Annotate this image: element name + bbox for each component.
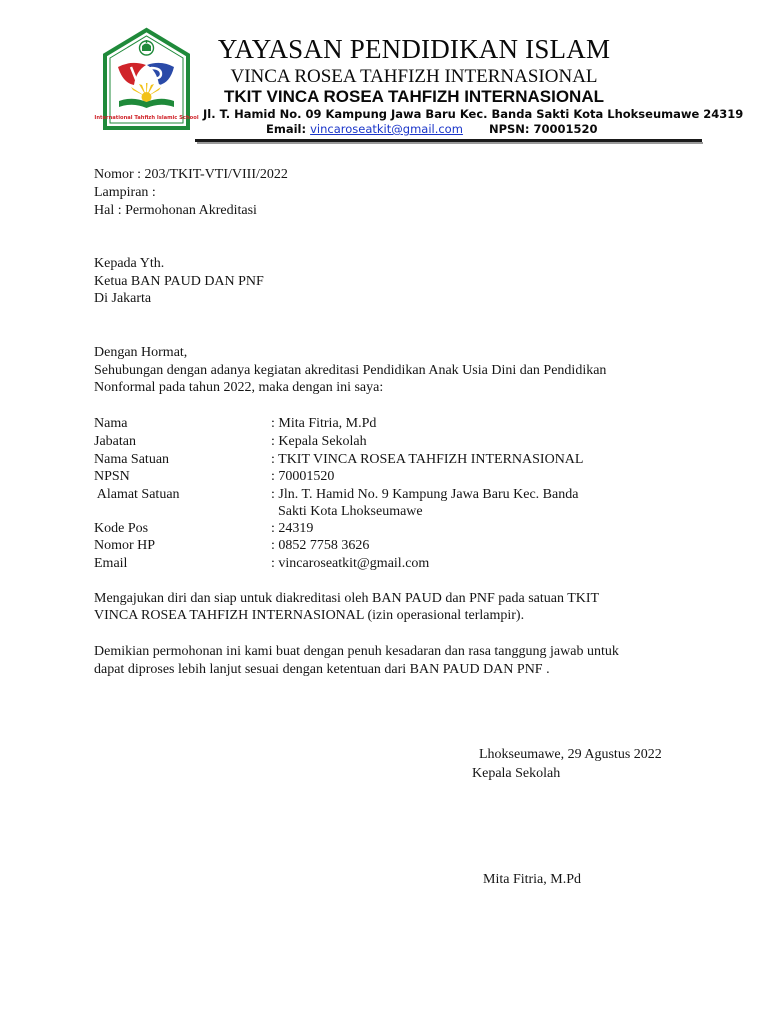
paragraph-3-line-2: dapat diproses lebih lanjut sesuai dengan ketentuan dari BAN PAUD DAN PNF . xyxy=(94,662,550,677)
letter-number: Nomor : 203/TKIT-VTI/VIII/2022 xyxy=(94,167,288,182)
field-value: : 24319 xyxy=(271,521,314,536)
paragraph-2-line-2: VINCA ROSEA TAHFIZH INTERNASIONAL (izin operasional terlampir). xyxy=(94,608,525,623)
signatory-position: Kepala Sekolah xyxy=(472,766,561,781)
letter-attachment: Lampiran : xyxy=(94,185,156,200)
field-label: NPSN xyxy=(94,469,130,484)
field-value: : Kepala Sekolah xyxy=(271,434,367,449)
intro-line-1: Sehubungan dengan adanya kegiatan akreditasi Pendidikan Anak Usia Dini dan Pendidikan xyxy=(94,363,607,378)
field-value: Sakti Kota Lhokseumawe xyxy=(271,504,423,519)
field-value: : Mita Fitria, M.Pd xyxy=(271,416,377,431)
signatory-name: Mita Fitria, M.Pd xyxy=(483,872,582,887)
intro-line-2: Nonformal pada tahun 2022, maka dengan ini saya: xyxy=(94,380,384,395)
salutation: Dengan Hormat, xyxy=(94,345,188,360)
recipient-greeting: Kepada Yth. xyxy=(94,256,165,271)
field-label: Nomor HP xyxy=(94,538,156,553)
field-value: : 70001520 xyxy=(271,469,335,484)
contact-line xyxy=(266,122,598,136)
field-value: : Jln. T. Hamid No. 9 Kampung Jawa Baru Kec. Banda xyxy=(271,487,579,502)
field-label: Alamat Satuan xyxy=(94,487,180,502)
recipient-name: Ketua BAN PAUD DAN PNF xyxy=(94,274,264,289)
field-label: Jabatan xyxy=(94,434,136,449)
foundation-name: YAYASAN PENDIDIKAN ISLAM xyxy=(217,34,611,64)
email-link[interactable]: vincaroseatkit@gmail.com xyxy=(310,122,463,136)
school-address: Jl. T. Hamid No. 09 Kampung Jawa Baru Kec. Banda Sakti Kota Lhokseumawe 24319 xyxy=(203,107,744,121)
field-value: : TKIT VINCA ROSEA TAHFIZH INTERNASIONAL xyxy=(271,452,584,467)
field-value: : 0852 7758 3626 xyxy=(271,538,370,553)
school-name: TKIT VINCA ROSEA TAHFIZH INTERNASIONAL xyxy=(224,87,604,106)
letterhead-divider-shadow xyxy=(197,142,703,144)
svg-text:International Tahfizh Islamic: International Tahfizh Islamic School xyxy=(94,115,199,121)
organization-name: VINCA ROSEA TAHFIZH INTERNASIONAL xyxy=(230,66,598,87)
field-label: Email xyxy=(94,556,128,571)
field-label: Kode Pos xyxy=(94,521,149,536)
email-label: Email: xyxy=(266,122,307,136)
letter-subject: Hal : Permohonan Akreditasi xyxy=(94,203,257,218)
field-label: Nama Satuan xyxy=(94,452,170,467)
npsn-label: NPSN: 70001520 xyxy=(488,122,598,136)
paragraph-3-line-1: Demikian permohonan ini kami buat dengan penuh kesadaran dan rasa tanggung jawab untuk xyxy=(94,644,619,659)
paragraph-2-line-1: Mengajukan diri dan siap untuk diakreditasi oleh BAN PAUD dan PNF pada satuan TKIT xyxy=(94,591,600,606)
field-value: : vincaroseatkit@gmail.com xyxy=(271,556,430,571)
recipient-location: Di Jakarta xyxy=(94,291,152,306)
place-date: Lhokseumawe, 29 Agustus 2022 xyxy=(479,747,662,762)
field-label: Nama xyxy=(94,416,128,431)
